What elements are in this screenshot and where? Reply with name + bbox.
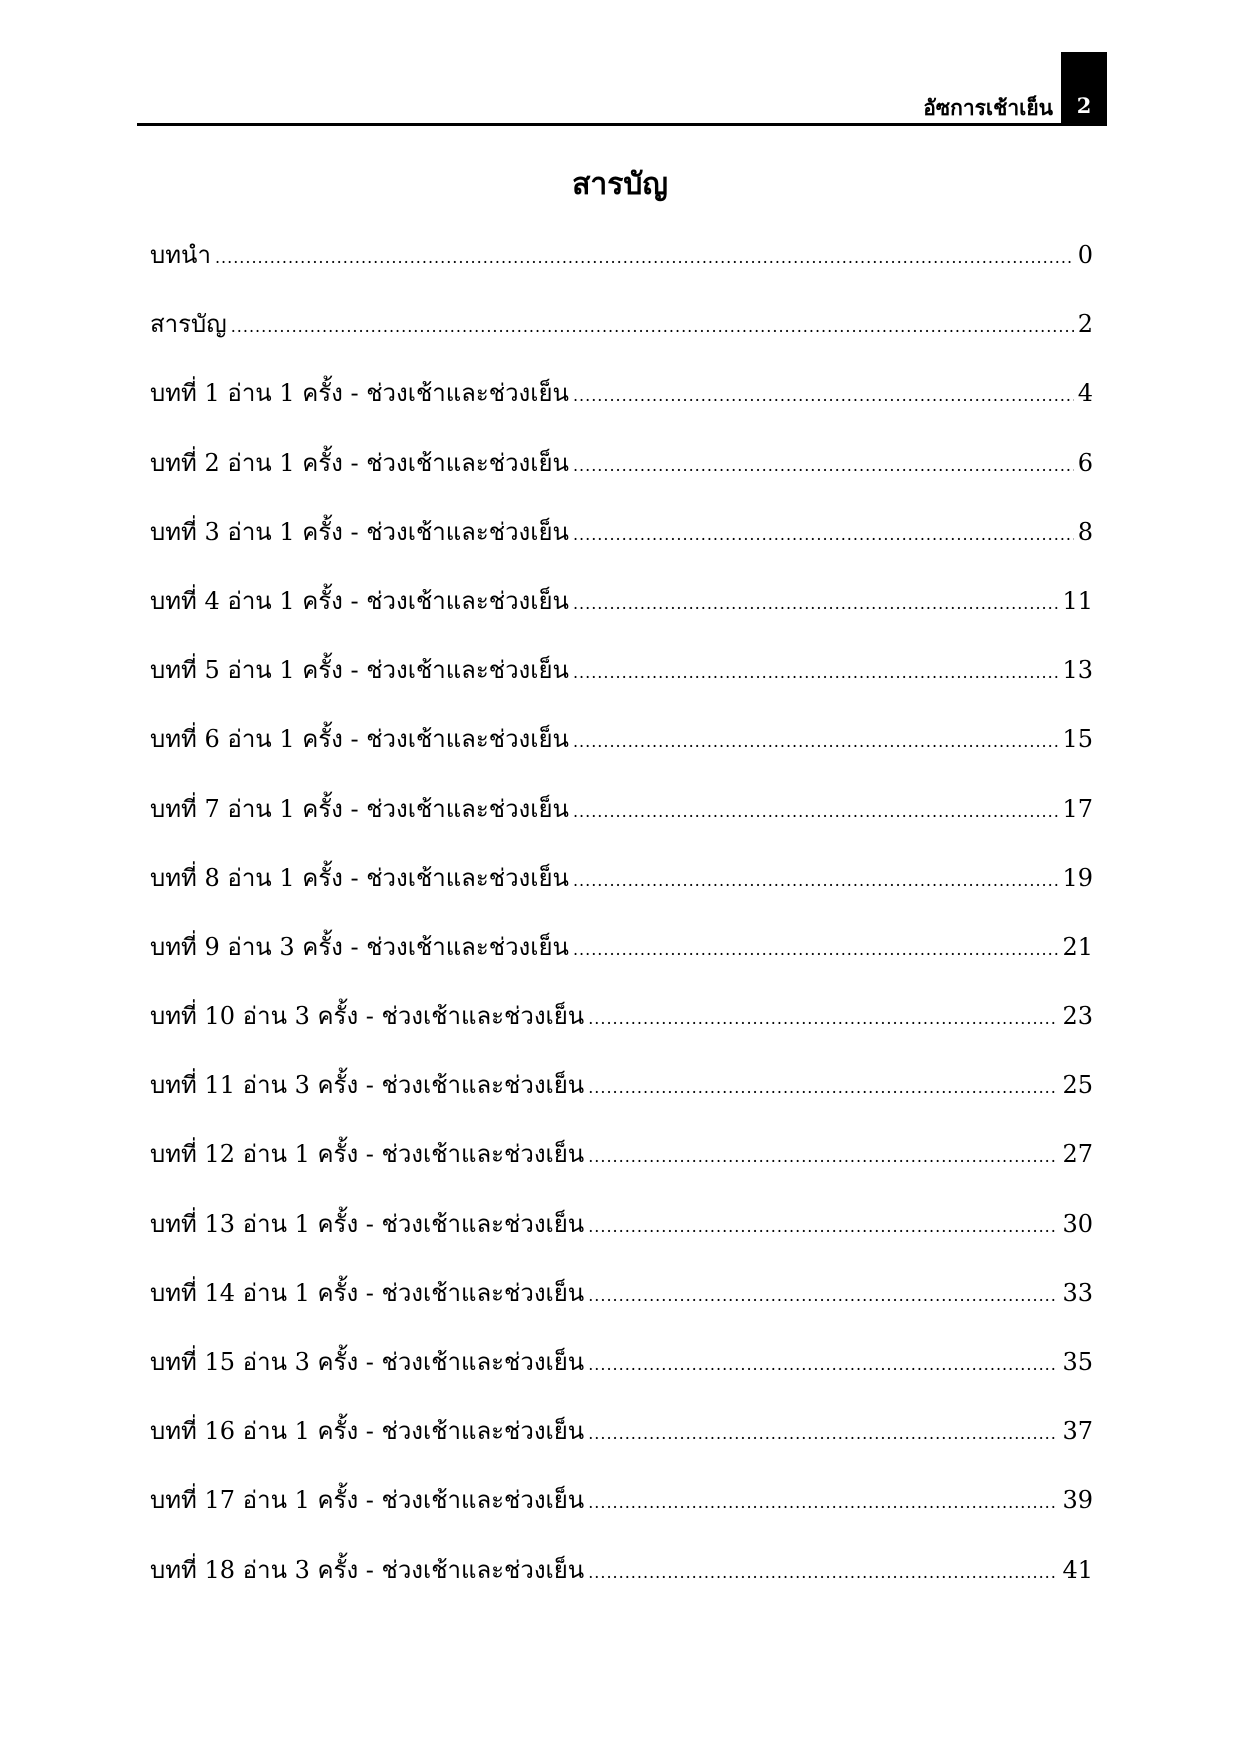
- toc-dot-leader: [573, 795, 1059, 829]
- toc-entry-label: บทที่ 6 อ่าน 1 ครั้ง - ช่วงเช้าและช่วงเย็น: [150, 725, 569, 754]
- toc-entry[interactable]: [150, 653, 1093, 722]
- toc-entry-label: บทที่ 18 อ่าน 3 ครั้ง - ช่วงเช้าและช่วงเย็น: [150, 1555, 585, 1584]
- toc-entry-label: บทที่ 5 อ่าน 1 ครั้ง - ช่วงเช้าและช่วงเย็น: [150, 656, 569, 685]
- toc-entry[interactable]: [150, 446, 1093, 515]
- toc-dot-leader: [573, 656, 1059, 690]
- toc-entry-page: 39: [1062, 1486, 1093, 1515]
- toc-title: สารบัญ: [572, 167, 668, 202]
- toc-entry-page: 30: [1062, 1209, 1093, 1238]
- toc-entry-label: บทที่ 17 อ่าน 1 ครั้ง - ช่วงเช้าและช่วงเย็น: [150, 1486, 585, 1515]
- toc-entry[interactable]: [150, 1068, 1093, 1137]
- page-number-badge: [1061, 52, 1107, 126]
- toc-entry[interactable]: [150, 307, 1093, 376]
- toc-dot-leader: [573, 587, 1059, 621]
- running-header: [137, 52, 1107, 126]
- toc-entry-label: บทที่ 3 อ่าน 1 ครั้ง - ช่วงเช้าและช่วงเย็น: [150, 517, 569, 546]
- toc-dot-leader: [573, 518, 1074, 552]
- toc-entry-label: บทที่ 11 อ่าน 3 ครั้ง - ช่วงเช้าและช่วงเย็น: [150, 1071, 585, 1100]
- toc-entry-page: 0: [1077, 241, 1093, 269]
- page-number: 2: [1076, 93, 1092, 118]
- toc-entry-label: บทที่ 13 อ่าน 1 ครั้ง - ช่วงเช้าและช่วงเย็น: [150, 1209, 585, 1238]
- toc-entry-page: 25: [1062, 1071, 1093, 1100]
- toc-entry[interactable]: [150, 584, 1093, 653]
- toc-entry-label: สารบัญ: [150, 310, 227, 339]
- toc-entry[interactable]: [150, 1207, 1093, 1276]
- toc-dot-leader: [588, 1417, 1058, 1451]
- toc-dot-leader: [588, 1279, 1058, 1313]
- toc-entry-label: บทที่ 2 อ่าน 1 ครั้ง - ช่วงเช้าและช่วงเย็น: [150, 448, 569, 477]
- toc-entry-page: 27: [1062, 1140, 1093, 1169]
- toc-entry-page: 19: [1062, 863, 1093, 892]
- toc-entry-page: 4: [1077, 379, 1093, 408]
- header-rule: [137, 123, 1107, 126]
- toc-entry-label: บทที่ 9 อ่าน 3 ครั้ง - ช่วงเช้าและช่วงเย็น: [150, 932, 569, 961]
- toc-dot-leader: [588, 1140, 1058, 1174]
- toc-entry-label: บทที่ 12 อ่าน 1 ครั้ง - ช่วงเช้าและช่วงเย็น: [150, 1140, 585, 1169]
- toc-entry-page: 8: [1077, 517, 1093, 546]
- toc-entry[interactable]: [150, 376, 1093, 445]
- toc-dot-leader: [588, 1071, 1058, 1105]
- toc-entry[interactable]: [150, 1553, 1093, 1622]
- toc-entry-page: 13: [1062, 656, 1093, 685]
- toc-entry[interactable]: [150, 999, 1093, 1068]
- toc-entry[interactable]: [150, 1483, 1093, 1552]
- toc-dot-leader: [573, 725, 1059, 759]
- toc-entry-page: 11: [1062, 586, 1093, 615]
- toc-entry-label: บทที่ 14 อ่าน 1 ครั้ง - ช่วงเช้าและช่วงเย็น: [150, 1278, 585, 1307]
- toc-dot-leader: [215, 241, 1074, 275]
- toc-entry-label: บทที่ 4 อ่าน 1 ครั้ง - ช่วงเช้าและช่วงเย็น: [150, 586, 569, 615]
- toc-entry-label: บทที่ 15 อ่าน 3 ครั้ง - ช่วงเช้าและช่วงเย็น: [150, 1348, 585, 1376]
- toc-entry-page: 6: [1077, 448, 1093, 477]
- toc-entry-page: 2: [1077, 310, 1093, 339]
- header-title: อัซการเช้าเย็น: [923, 95, 1053, 120]
- toc-entry-page: 17: [1062, 794, 1093, 823]
- toc-dot-leader: [588, 1210, 1058, 1244]
- toc-entry[interactable]: [150, 1345, 1093, 1414]
- toc-entry-label: บทที่ 7 อ่าน 1 ครั้ง - ช่วงเช้าและช่วงเย็น: [150, 794, 569, 823]
- toc-entry-label: บทที่ 8 อ่าน 1 ครั้ง - ช่วงเช้าและช่วงเย็น: [150, 863, 569, 892]
- toc-entry[interactable]: [150, 792, 1093, 861]
- toc-entry-page: 41: [1062, 1555, 1093, 1584]
- toc-dot-leader: [573, 933, 1059, 967]
- toc-entry-page: 23: [1062, 1002, 1093, 1031]
- toc-entry[interactable]: [150, 861, 1093, 930]
- toc-entry[interactable]: [150, 515, 1093, 584]
- toc-dot-leader: [588, 1486, 1058, 1520]
- toc-dot-leader: [588, 1556, 1058, 1590]
- toc-entry-page: 37: [1062, 1417, 1093, 1446]
- toc-entry[interactable]: [150, 1276, 1093, 1345]
- toc-entry-label: บทที่ 16 อ่าน 1 ครั้ง - ช่วงเช้าและช่วงเย็น: [150, 1417, 585, 1446]
- toc-entry-page: 33: [1062, 1278, 1093, 1307]
- toc-entry-page: 35: [1062, 1348, 1093, 1376]
- toc-entry-page: 15: [1062, 725, 1093, 754]
- toc-dot-leader: [573, 449, 1074, 483]
- toc-entry[interactable]: [150, 1414, 1093, 1483]
- toc-entry-page: 21: [1062, 932, 1093, 961]
- toc-entry[interactable]: [150, 722, 1093, 791]
- toc-dot-leader: [573, 864, 1059, 898]
- toc-entry-label: บทนำ: [150, 241, 211, 269]
- toc-entry-label: บทที่ 1 อ่าน 1 ครั้ง - ช่วงเช้าและช่วงเย็น: [150, 379, 569, 408]
- toc-entry-label: บทที่ 10 อ่าน 3 ครั้ง - ช่วงเช้าและช่วงเย็น: [150, 1002, 585, 1031]
- toc-entry[interactable]: [150, 1137, 1093, 1206]
- toc-entry[interactable]: [150, 930, 1093, 999]
- toc-dot-leader: [588, 1348, 1058, 1382]
- toc-list: [150, 238, 1093, 1622]
- toc-dot-leader: [231, 310, 1074, 344]
- toc-dot-leader: [588, 1002, 1058, 1036]
- toc-entry[interactable]: [150, 238, 1093, 307]
- toc-dot-leader: [573, 379, 1074, 413]
